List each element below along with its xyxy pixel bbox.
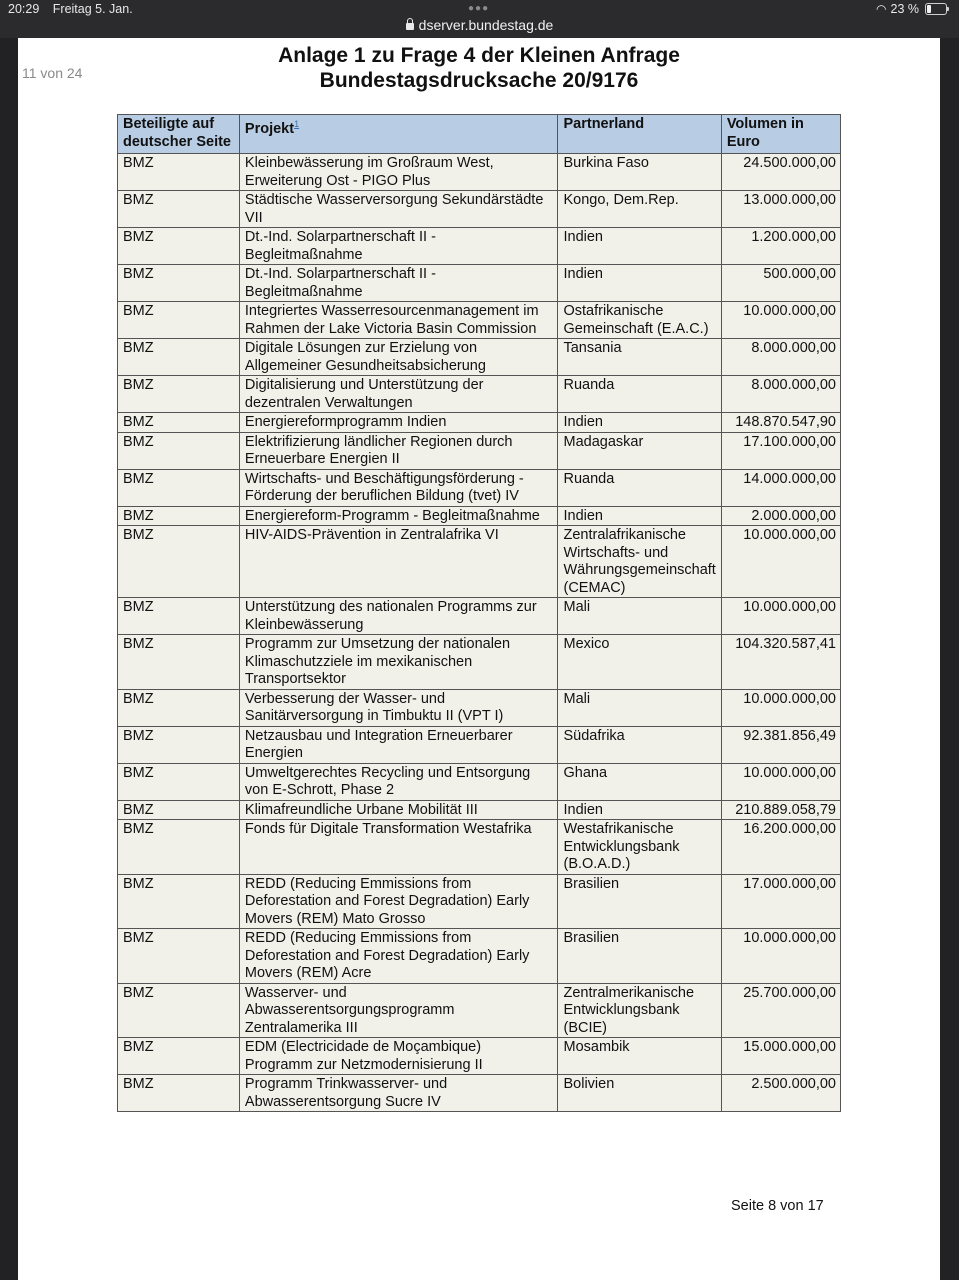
cell-project: Kleinbewässerung im Großraum West, Erweiterung Ost - PIGO Plus [239,154,558,191]
cell-project: Digitale Lösungen zur Erzielung von Allgemeiner Gesundheitsabsicherung [239,339,558,376]
cell-project: Verbesserung der Wasser- und Sanitärversorgung in Timbuktu II (VPT I) [239,689,558,726]
table-row [118,1075,841,1112]
battery-percent: 23 % [890,2,919,16]
cell-party: BMZ [118,413,240,433]
cell-volume: 14.000.000,00 [721,469,840,506]
cell-project: Integriertes Wasserresourcenmanagement im Rahmen der Lake Victoria Basin Commission [239,302,558,339]
cell-party: BMZ [118,689,240,726]
cell-party: BMZ [118,228,240,265]
cell-party: BMZ [118,469,240,506]
status-bar [0,0,959,38]
cell-country: Kongo, Dem.Rep. [558,191,721,228]
table-row [118,1038,841,1075]
cell-project: Programm zur Umsetzung der nationalen Klimaschutzziele im mexikanischen Transportsektor [239,635,558,690]
table-row [118,820,841,875]
table-row [118,983,841,1038]
table-row [118,526,841,598]
cell-country: Ostafrikanische Gemeinschaft (E.A.C.) [558,302,721,339]
table-row [118,265,841,302]
cell-party: BMZ [118,983,240,1038]
table-row [118,635,841,690]
page-footer: Seite 8 von 17 [731,1198,824,1214]
cell-project: Städtische Wasserversorgung Sekundärstädte VII [239,191,558,228]
cell-volume: 13.000.000,00 [721,191,840,228]
cell-volume: 17.000.000,00 [721,874,840,929]
cell-party: BMZ [118,820,240,875]
cell-project: Wasserver- und Abwasserentsorgungsprogramm Zentralamerika III [239,983,558,1038]
cell-party: BMZ [118,191,240,228]
status-right [876,2,947,16]
cell-country: Mexico [558,635,721,690]
cell-country: Ruanda [558,469,721,506]
table-row [118,598,841,635]
cell-volume: 8.000.000,00 [721,339,840,376]
cell-country: Mali [558,689,721,726]
cell-party: BMZ [118,1075,240,1112]
cell-country: Indien [558,800,721,820]
cell-volume: 24.500.000,00 [721,154,840,191]
cell-project: Programm Trinkwasserver- und Abwasserentsorgung Sucre IV [239,1075,558,1112]
table-row [118,874,841,929]
cell-party: BMZ [118,726,240,763]
cell-country: Burkina Faso [558,154,721,191]
clock: 20:29 [8,2,40,16]
cell-project: REDD (Reducing Emmissions from Deforestation and Forest Degradation) Early Movers (REM) Mato Grosso [239,874,558,929]
cell-country: Brasilien [558,929,721,984]
cell-volume: 92.381.856,49 [721,726,840,763]
cell-party: BMZ [118,302,240,339]
cell-country: Mosambik [558,1038,721,1075]
cell-country: Mali [558,598,721,635]
cell-country: Madagaskar [558,432,721,469]
cell-project: Dt.-Ind. Solarpartnerschaft II - Begleitmaßnahme [239,228,558,265]
page-counter: 11 von 24 [22,65,83,81]
cell-project: Umweltgerechtes Recycling und Entsorgung von E-Schrott, Phase 2 [239,763,558,800]
cell-volume: 17.100.000,00 [721,432,840,469]
table-row [118,228,841,265]
cell-volume: 210.889.058,79 [721,800,840,820]
cell-volume: 1.200.000,00 [721,228,840,265]
cell-country: Indien [558,506,721,526]
url-text: dserver.bundestag.de [418,17,554,33]
table-row [118,339,841,376]
pdf-page[interactable] [18,38,940,1280]
cell-project: Energiereformprogramm Indien [239,413,558,433]
cell-country: Brasilien [558,874,721,929]
cell-volume: 10.000.000,00 [721,689,840,726]
cell-country: Indien [558,265,721,302]
projects-table [117,114,841,1112]
cell-party: BMZ [118,598,240,635]
table-row [118,191,841,228]
table-row [118,413,841,433]
table-row [118,302,841,339]
battery-icon [925,3,947,15]
cell-country: Bolivien [558,1075,721,1112]
header-volume: Volumen in Euro [721,115,840,154]
table-row [118,154,841,191]
cell-project: EDM (Electricidade de Moçambique) Programm zur Netzmodernisierung II [239,1038,558,1075]
cell-volume: 16.200.000,00 [721,820,840,875]
cell-project: Fonds für Digitale Transformation Westafrika [239,820,558,875]
cell-project: HIV-AIDS-Prävention in Zentralafrika VI [239,526,558,598]
table-row [118,506,841,526]
cell-party: BMZ [118,635,240,690]
cell-party: BMZ [118,763,240,800]
cell-project: Wirtschafts- und Beschäftigungsförderung - Förderung der beruflichen Bildung (tvet) IV [239,469,558,506]
cell-party: BMZ [118,874,240,929]
cell-volume: 15.000.000,00 [721,1038,840,1075]
cell-party: BMZ [118,506,240,526]
date: Freitag 5. Jan. [52,2,133,16]
cell-volume: 500.000,00 [721,265,840,302]
cell-volume: 8.000.000,00 [721,376,840,413]
table-row [118,469,841,506]
cell-country: Westafrikanische Entwicklungsbank (B.O.A.D.) [558,820,721,875]
cell-country: Ruanda [558,376,721,413]
cell-volume: 10.000.000,00 [721,302,840,339]
cell-party: BMZ [118,339,240,376]
cell-volume: 2.000.000,00 [721,506,840,526]
cell-volume: 10.000.000,00 [721,929,840,984]
cell-party: BMZ [118,154,240,191]
cell-project: Dt.-Ind. Solarpartnerschaft II - Begleitmaßnahme [239,265,558,302]
cell-volume: 10.000.000,00 [721,763,840,800]
title-line-1: Anlage 1 zu Frage 4 der Kleinen Anfrage [278,44,680,67]
cell-project: REDD (Reducing Emmissions from Deforestation and Forest Degradation) Early Movers (REM) Acre [239,929,558,984]
table-row [118,432,841,469]
cell-party: BMZ [118,526,240,598]
cell-party: BMZ [118,265,240,302]
table-row [118,929,841,984]
cell-party: BMZ [118,376,240,413]
cell-volume: 2.500.000,00 [721,1075,840,1112]
cell-volume: 148.870.547,90 [721,413,840,433]
cell-project: Netzausbau und Integration Erneuerbarer Energien [239,726,558,763]
cell-volume: 104.320.587,41 [721,635,840,690]
more-dots-icon[interactable]: ●●● [468,3,490,14]
table-header-row [118,115,841,154]
status-left [8,2,143,16]
cell-project: Unterstützung des nationalen Programms zur Kleinbewässerung [239,598,558,635]
title-line-2: Bundestagsdrucksache 20/9176 [319,69,639,92]
cell-volume: 10.000.000,00 [721,526,840,598]
cell-project: Digitalisierung und Unterstützung der dezentralen Verwaltungen [239,376,558,413]
cell-project: Klimafreundliche Urbane Mobilität III [239,800,558,820]
cell-country: Zentralmerikanische Entwicklungsbank (BCIE) [558,983,721,1038]
table-row [118,376,841,413]
cell-country: Südafrika [558,726,721,763]
lock-icon [406,23,414,30]
cell-volume: 10.000.000,00 [721,598,840,635]
cell-country: Ghana [558,763,721,800]
cell-country: Indien [558,413,721,433]
cell-volume: 25.700.000,00 [721,983,840,1038]
cell-country: Tansania [558,339,721,376]
cell-party: BMZ [118,432,240,469]
table-row [118,800,841,820]
cell-country: Zentralafrikanische Wirtschafts- und Währungsgemeinschaft (CEMAC) [558,526,721,598]
cell-country: Indien [558,228,721,265]
header-country: Partnerland [558,115,721,154]
wifi-icon: ◠ [876,2,887,16]
table-row [118,689,841,726]
table-row [118,726,841,763]
header-project: Projekt$^1$ [239,115,558,154]
page-title [18,43,940,93]
address-bar[interactable] [0,17,959,33]
cell-party: BMZ [118,1038,240,1075]
cell-party: BMZ [118,929,240,984]
table-row [118,763,841,800]
cell-project: Elektrifizierung ländlicher Regionen durch Erneuerbare Energien II [239,432,558,469]
cell-project: Energiereform-Programm - Begleitmaßnahme [239,506,558,526]
cell-party: BMZ [118,800,240,820]
footnote-link[interactable]: 1 [294,119,300,129]
header-party: Beteiligte auf deutscher Seite [118,115,240,154]
